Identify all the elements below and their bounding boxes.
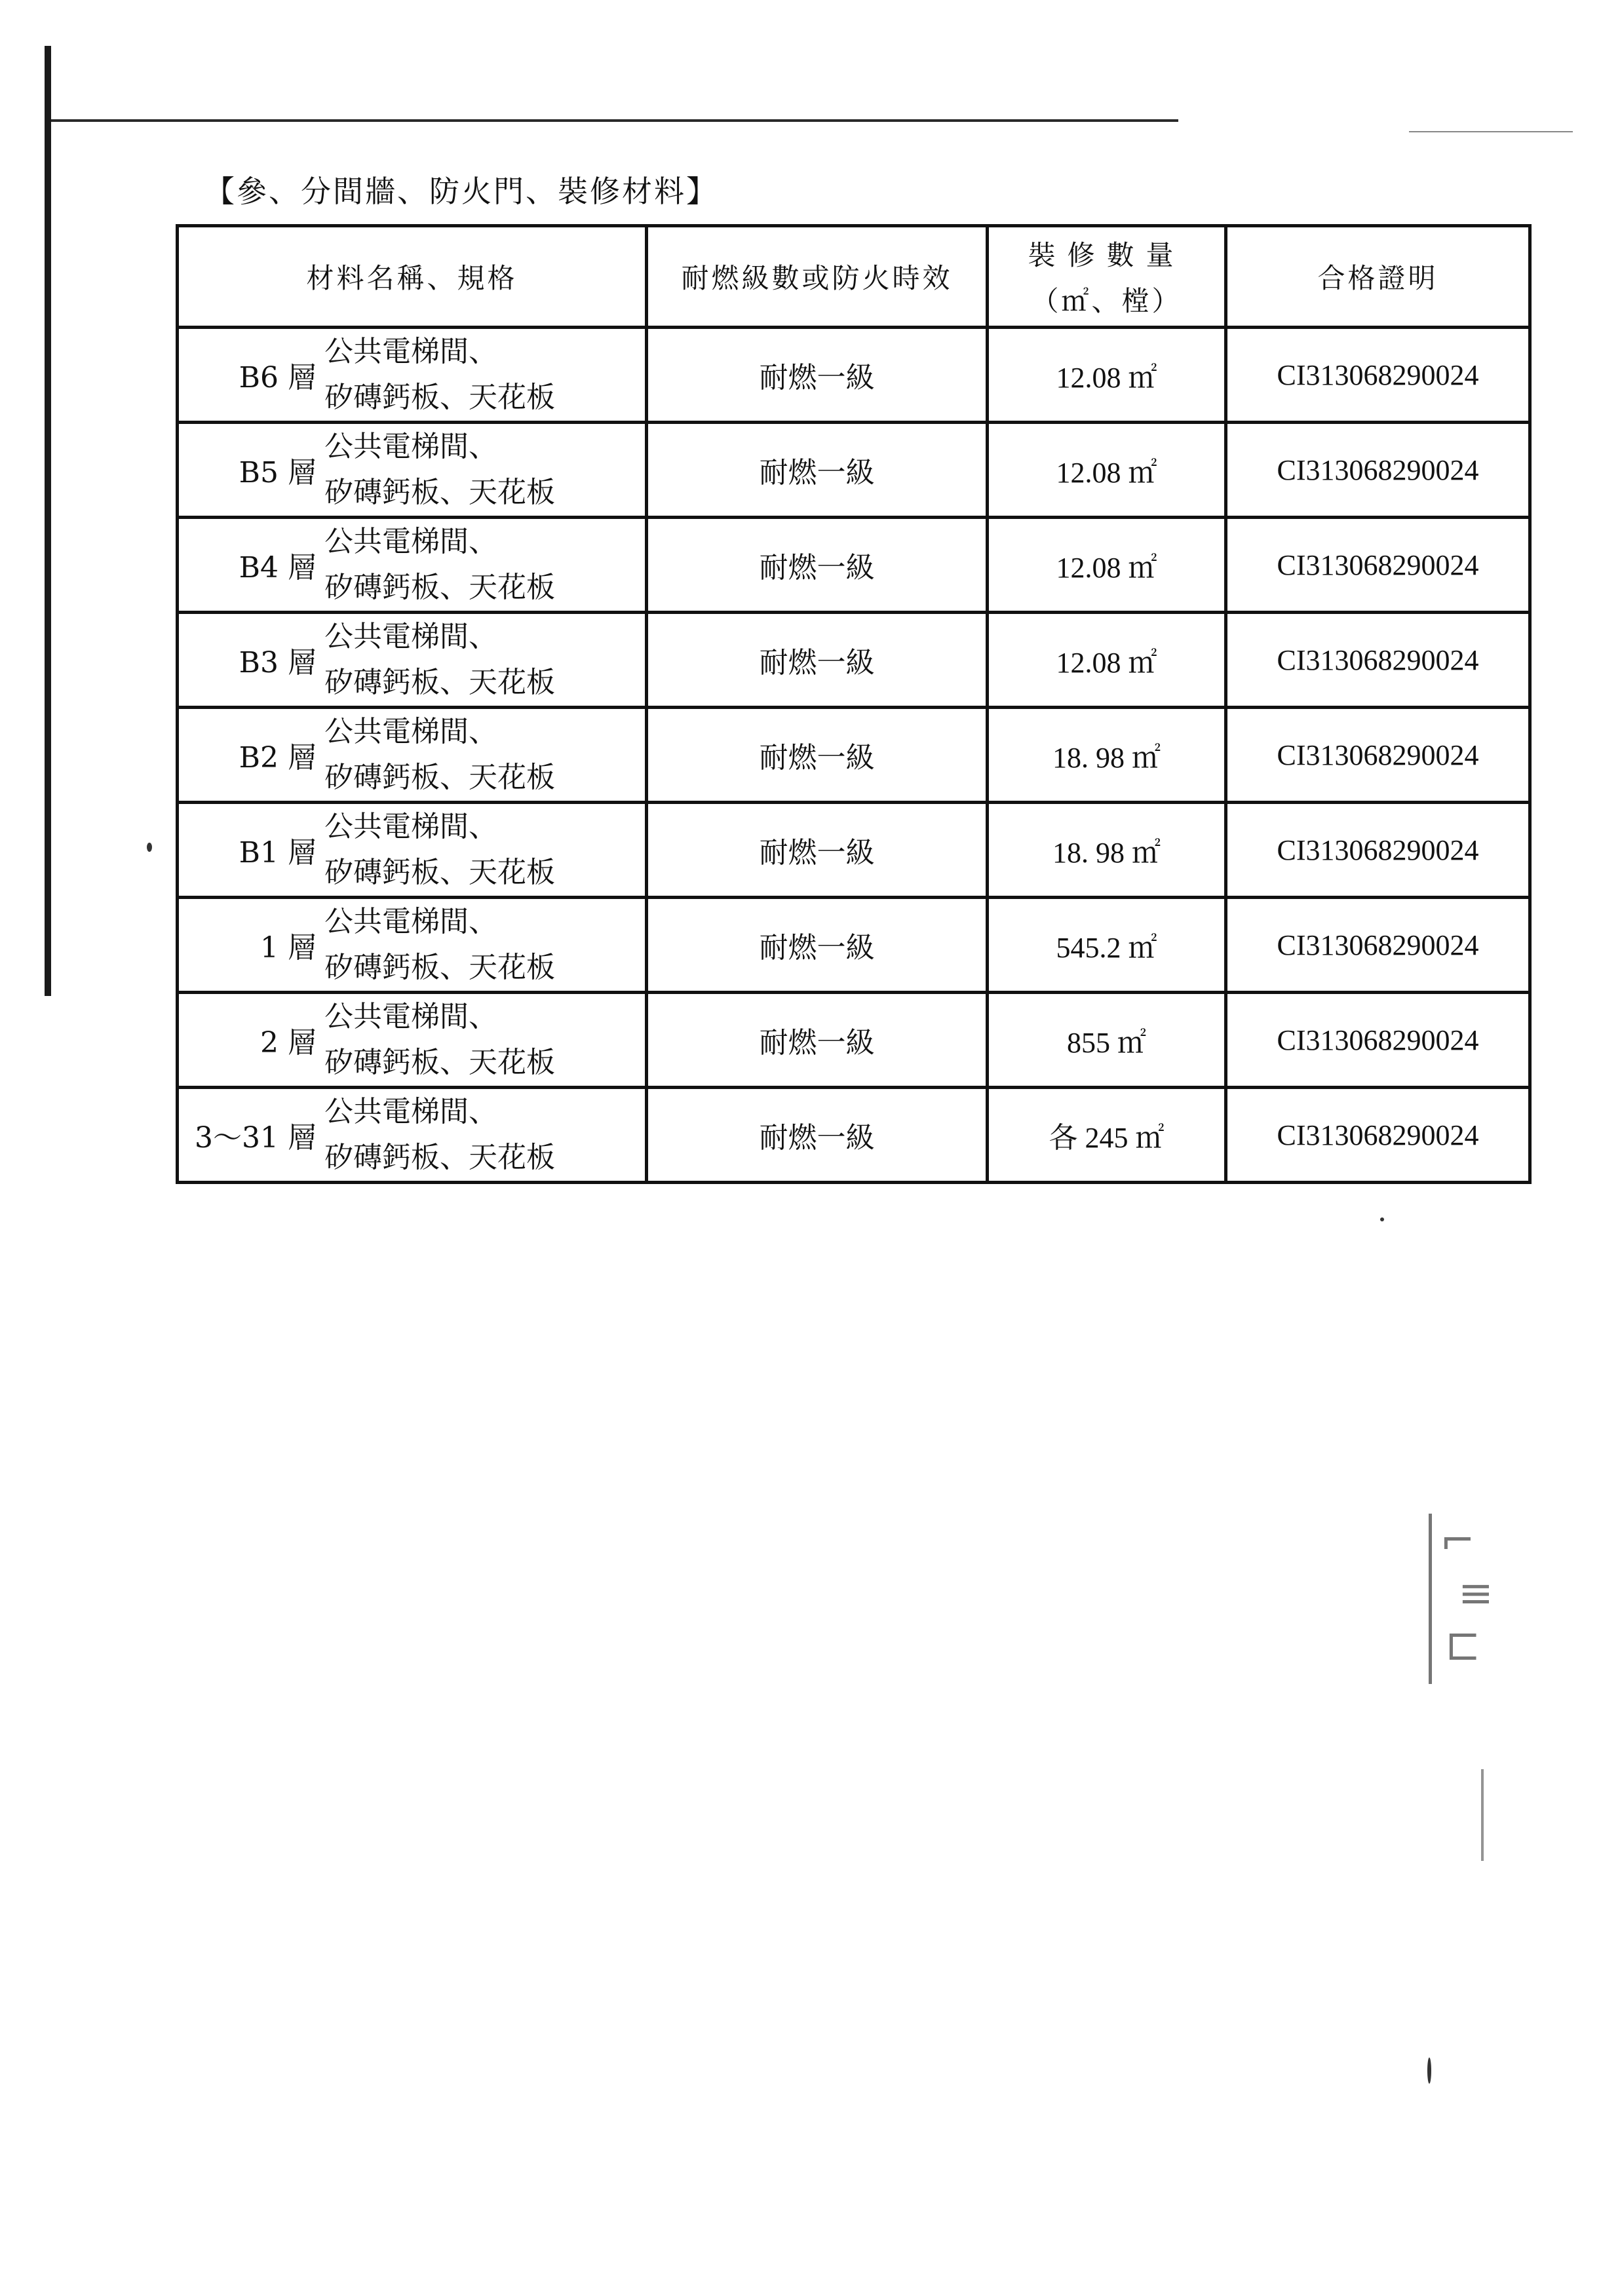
cell-certificate: CI313068290024 — [1226, 518, 1530, 613]
material-line-2: 矽磚鈣板、天花板 — [324, 856, 555, 889]
cell-material-name — [178, 993, 647, 1088]
cell-fire-rating: 耐燃一級 — [647, 803, 988, 898]
stamp-mark: ⊏ — [1445, 1622, 1481, 1670]
cell-material-name — [178, 423, 647, 518]
material-line-2: 矽磚鈣板、天花板 — [324, 666, 555, 699]
table-row — [178, 993, 1530, 1088]
material-line-1: 公共電梯間、 — [324, 430, 497, 463]
material-line-1: 公共電梯間、 — [324, 715, 497, 748]
scan-speck — [1380, 1217, 1384, 1221]
floor-label: B4 層 — [239, 551, 317, 584]
cell-fire-rating: 耐燃一級 — [647, 423, 988, 518]
header-certificate: 合格證明 — [1226, 226, 1530, 328]
cell-quantity: 545.2 ㎡ — [988, 898, 1226, 993]
material-line-1: 公共電梯間、 — [324, 620, 497, 653]
material-line-1: 公共電梯間、 — [324, 335, 497, 368]
table-row — [178, 708, 1530, 803]
header-quantity-unit: （㎡、樘） — [1031, 285, 1182, 317]
cell-quantity: 855 ㎡ — [988, 993, 1226, 1088]
material-line-2: 矽磚鈣板、天花板 — [324, 1141, 555, 1174]
cell-certificate: CI313068290024 — [1226, 1088, 1530, 1183]
material-line-2: 矽磚鈣板、天花板 — [324, 761, 555, 794]
table-header-row — [178, 226, 1530, 328]
cell-fire-rating: 耐燃一級 — [647, 1088, 988, 1183]
cell-certificate: CI313068290024 — [1226, 328, 1530, 423]
cell-quantity: 18. 98 ㎡ — [988, 803, 1226, 898]
material-description — [324, 994, 555, 1086]
cell-material-name — [178, 803, 647, 898]
floor-label: 1 層 — [260, 931, 317, 965]
top-rule — [51, 119, 1178, 122]
material-line-1: 公共電梯間、 — [324, 810, 497, 843]
material-line-2: 矽磚鈣板、天花板 — [324, 381, 555, 414]
material-line-2: 矽磚鈣板、天花板 — [324, 951, 555, 984]
floor-label: B5 層 — [239, 456, 317, 489]
material-line-1: 公共電梯間、 — [324, 1000, 497, 1033]
table-row — [178, 423, 1530, 518]
header-quantity — [988, 226, 1226, 328]
material-description — [324, 424, 555, 516]
header-material-name: 材料名稱、規格 — [178, 226, 647, 328]
cell-material-name — [178, 708, 647, 803]
stamp-mark: ⌐ — [1440, 1517, 1475, 1565]
top-rule-right — [1409, 131, 1573, 132]
table-row — [178, 1088, 1530, 1183]
scan-speck — [1427, 2057, 1431, 2084]
cell-material-name — [178, 1088, 647, 1183]
cell-certificate: CI313068290024 — [1226, 613, 1530, 708]
cell-certificate: CI313068290024 — [1226, 898, 1530, 993]
material-description — [324, 804, 555, 896]
material-line-2: 矽磚鈣板、天花板 — [324, 571, 555, 604]
scan-speck — [147, 843, 152, 852]
cell-quantity: 18. 98 ㎡ — [988, 708, 1226, 803]
cell-quantity: 12.08 ㎡ — [988, 518, 1226, 613]
floor-label: B3 層 — [239, 646, 317, 679]
section-heading: 【參、分間牆、防火門、裝修材料】 — [204, 174, 718, 209]
material-description — [324, 329, 555, 421]
material-line-2: 矽磚鈣板、天花板 — [324, 1046, 555, 1079]
cell-quantity: 各 245 ㎡ — [988, 1088, 1226, 1183]
header-fire-rating: 耐燃級數或防火時效 — [647, 226, 988, 328]
floor-label: 2 層 — [260, 1026, 317, 1060]
cell-fire-rating: 耐燃一級 — [647, 328, 988, 423]
seal-stamp-small — [1481, 1769, 1530, 1861]
material-line-1: 公共電梯間、 — [324, 525, 497, 558]
cell-material-name — [178, 328, 647, 423]
table-row — [178, 328, 1530, 423]
floor-label: B6 層 — [239, 361, 317, 394]
table-row — [178, 518, 1530, 613]
material-description — [324, 519, 555, 611]
cell-fire-rating: 耐燃一級 — [647, 993, 988, 1088]
cell-fire-rating: 耐燃一級 — [647, 898, 988, 993]
material-description — [324, 1089, 555, 1181]
cell-certificate: CI313068290024 — [1226, 993, 1530, 1088]
material-line-2: 矽磚鈣板、天花板 — [324, 476, 555, 509]
cell-certificate: CI313068290024 — [1226, 708, 1530, 803]
materials-table — [176, 224, 1532, 1184]
cell-material-name — [178, 613, 647, 708]
material-description — [324, 709, 555, 801]
floor-label: B1 層 — [239, 836, 317, 870]
cell-quantity: 12.08 ㎡ — [988, 613, 1226, 708]
stamp-mark: ≡ — [1458, 1569, 1494, 1618]
cell-quantity: 12.08 ㎡ — [988, 328, 1226, 423]
material-line-1: 公共電梯間、 — [324, 905, 497, 938]
table-row — [178, 613, 1530, 708]
cell-material-name — [178, 518, 647, 613]
table-row — [178, 898, 1530, 993]
cell-certificate: CI313068290024 — [1226, 423, 1530, 518]
floor-label: B2 層 — [239, 741, 317, 775]
cell-fire-rating: 耐燃一級 — [647, 613, 988, 708]
cell-quantity: 12.08 ㎡ — [988, 423, 1226, 518]
cell-certificate: CI313068290024 — [1226, 803, 1530, 898]
material-line-1: 公共電梯間、 — [324, 1095, 497, 1128]
floor-label: 3～31 層 — [195, 1121, 317, 1155]
material-description — [324, 614, 555, 706]
cell-fire-rating: 耐燃一級 — [647, 708, 988, 803]
scan-edge-bar — [45, 46, 51, 996]
table-row — [178, 803, 1530, 898]
cell-fire-rating: 耐燃一級 — [647, 518, 988, 613]
seal-stamp — [1429, 1514, 1517, 1684]
cell-material-name — [178, 898, 647, 993]
material-description — [324, 899, 555, 991]
header-quantity-label: 裝修數量 — [1028, 239, 1186, 271]
